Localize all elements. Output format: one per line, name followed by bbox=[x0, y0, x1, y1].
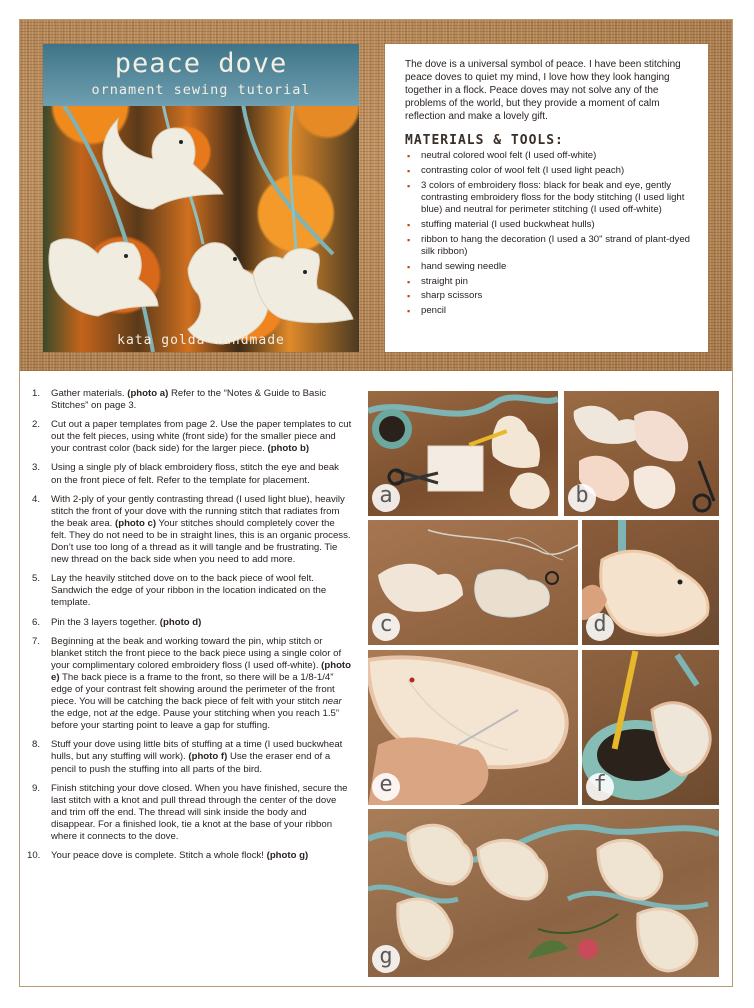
step-number: 4. bbox=[32, 493, 41, 505]
photo-g-badge: g bbox=[372, 945, 400, 973]
material-item: ▪ neutral colored wool felt (I used off-white) bbox=[405, 150, 694, 162]
step-item bbox=[32, 783, 352, 843]
step-text: The back piece is a frame to the front, so there will be a 1/8-1/4” edge of your contrast felt showing around the perimeter of the front piece. You will be catching the back piece of felt with your stitch bbox=[51, 671, 335, 708]
step-item bbox=[32, 419, 352, 455]
photo-reference: (photo g) bbox=[266, 850, 309, 862]
photo-g-illustration bbox=[368, 809, 719, 977]
step-number: 1. bbox=[32, 388, 41, 399]
step-item bbox=[32, 636, 352, 733]
step-number: 3. bbox=[32, 462, 41, 474]
photo-a bbox=[368, 391, 558, 516]
photo-a-badge: a bbox=[372, 484, 400, 512]
photo-reference: (photo d) bbox=[159, 616, 202, 628]
material-item: ▪ pencil bbox=[405, 305, 694, 317]
photo-reference: (photo e) bbox=[51, 659, 351, 683]
photo-b-badge: b bbox=[568, 484, 596, 512]
step-text: Pin the 3 layers together. bbox=[51, 616, 160, 628]
photo-d-badge: d bbox=[586, 613, 614, 641]
step-number: 9. bbox=[32, 782, 41, 794]
photo-reference: (photo f) bbox=[188, 751, 228, 763]
step-text: Finish stitching your dove closed. When you have finished, secure the last stitch with a knot and pull thread through the center of the dove and trim off the end. The thread will sink inside the body and disappear. For a finished look, tie a knot at the base of your ribbon where it connects to the dove. bbox=[51, 782, 348, 842]
material-item: ▪ ribbon to hang the decoration (I used a 30" strand of plant-dyed silk ribbon) bbox=[405, 234, 694, 259]
material-item: ▪ straight pin bbox=[405, 276, 694, 288]
intro-panel bbox=[385, 44, 708, 352]
materials-heading: MATERIALS & TOOLS: bbox=[405, 133, 564, 148]
step-text: Cut out a paper templates from page 2. Use the paper templates to cut out the felt pieces, using white (front side) for the smaller piece and your contrast color (back side) for the larger piece. bbox=[51, 419, 352, 455]
step-text: Using a single ply of black embroidery floss, stitch the eye and beak on the front piece of felt. Refer to the template for placement. bbox=[51, 462, 339, 486]
step-item bbox=[32, 573, 352, 609]
step-item bbox=[32, 388, 352, 412]
step-text: Stuff your dove using little bits of stuffing at a time (I used buckwheat hulls, but any stuffing will work). bbox=[51, 739, 343, 763]
intro-text: The dove is a universal symbol of peace. I have been stitching peace doves to quiet my mind, I love how they look hanging together in a flock. Peace doves may not solve any of the problems of the world, but they provide a moment of calm reflection and make a lovely gift. bbox=[405, 59, 681, 122]
step-text: Beginning at the beak and working toward the pin, whip stitch or blanket stitch the front piece to the back piece using a single color of your complimentary colored embroidery floss (I used off-white). bbox=[51, 635, 342, 671]
step-text: the edge, not bbox=[51, 708, 110, 720]
step-item bbox=[32, 462, 352, 486]
step-text: Refer to the “Notes & Guide to Basic Stitches” on page 3. bbox=[51, 388, 327, 412]
photo-c bbox=[368, 520, 578, 645]
step-item bbox=[32, 739, 352, 775]
hero-photo bbox=[43, 44, 359, 352]
hero-subtitle: ornament sewing tutorial bbox=[91, 82, 311, 98]
step-text: With 2-ply of your gently contrasting thread (I used light blue), heavily stitch the front of your dove with the running stitch that radiates from the beak area. bbox=[51, 493, 345, 529]
material-item: ▪ sharp scissors bbox=[405, 290, 694, 302]
photo-c-badge: c bbox=[372, 613, 400, 641]
step-number: 2. bbox=[32, 419, 41, 431]
step-number: 7. bbox=[32, 635, 41, 647]
step-text: near bbox=[322, 696, 342, 708]
photo-e bbox=[368, 650, 578, 805]
photo-f bbox=[582, 650, 719, 805]
step-item bbox=[27, 850, 352, 862]
step-number: 5. bbox=[32, 573, 41, 585]
material-item: ▪ hand sewing needle bbox=[405, 261, 694, 273]
step-item bbox=[32, 494, 352, 567]
hero-title: peace dove bbox=[114, 48, 288, 79]
photo-reference: (photo a) bbox=[127, 388, 169, 399]
step-text: Use the eraser end of a pencil to push the stuffing into all parts of the bird. bbox=[51, 751, 331, 775]
materials-list bbox=[405, 150, 694, 318]
photo-d bbox=[582, 520, 719, 645]
photo-e-badge: e bbox=[372, 773, 400, 801]
photo-reference: (photo b) bbox=[267, 443, 310, 455]
material-item: ▪ contrasting color of wool felt (I used light peach) bbox=[405, 165, 694, 177]
photo-b bbox=[564, 391, 719, 516]
steps-list bbox=[27, 388, 352, 869]
step-item bbox=[32, 617, 352, 629]
step-text: the edge. Pause your stitching when you reach 1.5” before your starting point to leave a gap for stuffing. bbox=[51, 708, 340, 732]
photo-g bbox=[368, 809, 719, 977]
material-item: ▪ stuffing material (I used buckwheat hulls) bbox=[405, 219, 694, 231]
step-number: 8. bbox=[32, 739, 41, 751]
step-text: at bbox=[109, 708, 118, 720]
photo-reference: (photo c) bbox=[115, 517, 157, 529]
step-number: 10. bbox=[27, 850, 41, 862]
step-number: 6. bbox=[32, 616, 41, 628]
step-text: Gather materials. bbox=[51, 388, 128, 399]
hero-credit: kata golda handmade bbox=[117, 333, 285, 348]
step-text: Your peace dove is complete. Stitch a whole flock! bbox=[51, 850, 267, 862]
material-item: ▪ 3 colors of embroidery floss: black for beak and eye, gently contrasting embroidery floss for the body stitching (I used light blue) and neutral for perimeter stitching (I used off-white) bbox=[405, 180, 694, 217]
step-text: Your stitches should completely cover the felt. They do not need to be in straight lines, this is an organic process. Don’t use too long of a thread as it will tangle and be frustrating. Tie new thread on the back side when you need to add more. bbox=[51, 517, 351, 566]
photo-f-badge: f bbox=[586, 773, 614, 801]
photo-e-illustration bbox=[368, 650, 578, 805]
step-text: Lay the heavily stitched dove on to the back piece of wool felt. Sandwich the edge of your ribbon in the location indicated on the template. bbox=[51, 573, 327, 609]
